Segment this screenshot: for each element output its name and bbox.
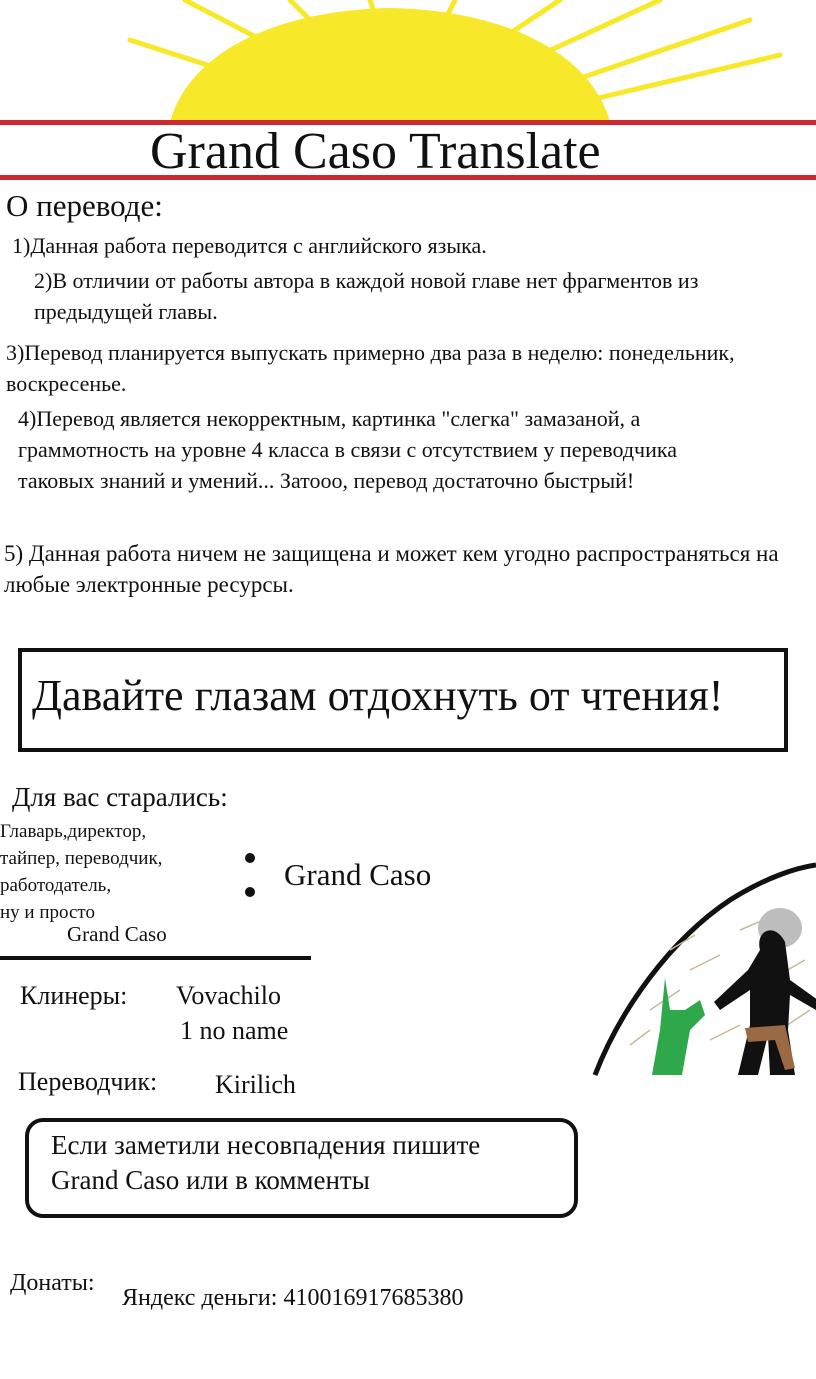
rest-eyes-banner (18, 648, 788, 752)
cleaner-name-1: Vovachilo (176, 981, 281, 1010)
page-title: Grand Caso Translate (150, 123, 601, 180)
translator-name: Kirilich (215, 1070, 296, 1099)
cleaners-label: Клинеры: (20, 981, 128, 1010)
banner-text: Давайте глазам отдохнуть от чтения! (32, 671, 724, 720)
cleaner-name-2: 1 no name (180, 1016, 289, 1045)
roles-name: Grand Caso (67, 922, 167, 946)
colon-dot-top (245, 853, 255, 863)
about-item-5: 5) Данная работа ничем не защищена и может кем угодно распространяться на любые электронные ресурсы. (4, 541, 779, 597)
translator-label: Переводчик: (18, 1067, 158, 1096)
donations-text: Яндекс деньги: 410016917685380 (122, 1285, 464, 1311)
donations-label: Донаты: (10, 1270, 95, 1296)
about-item-2: 2)В отличии от работы автора в каждой новой главе нет фрагментов из предыдущей главы. (34, 268, 699, 324)
about-item-4: 4)Перевод является некорректным, картинка "слегка" замазаной, а граммотность на уровне 4 класса в связи с отсутствием у переводчика таковых знаний и умений... Затооо, перевод достаточно быстрый! (18, 406, 677, 493)
about-item-3: 3)Перевод планируется выпускать примерно два раза в неделю: понедельник, воскресенье. (6, 340, 735, 396)
about-item-1: 1)Данная работа переводится с английского языка. (12, 233, 487, 258)
colon-dot-bottom (245, 887, 255, 897)
roles-list: Главарь,директор, тайпер, переводчик, работодатель, ну и просто (0, 821, 163, 923)
divider (0, 956, 311, 960)
staff-heading: Для вас старались: (12, 782, 228, 812)
notice-text: Если заметили несовпадения пишите Grand Caso или в комменты (51, 1130, 481, 1195)
main-name: Grand Caso (284, 857, 432, 892)
about-heading: О переводе: (6, 188, 163, 223)
notice-box (25, 1118, 578, 1218)
cactus-figure-drawing (590, 860, 816, 1080)
